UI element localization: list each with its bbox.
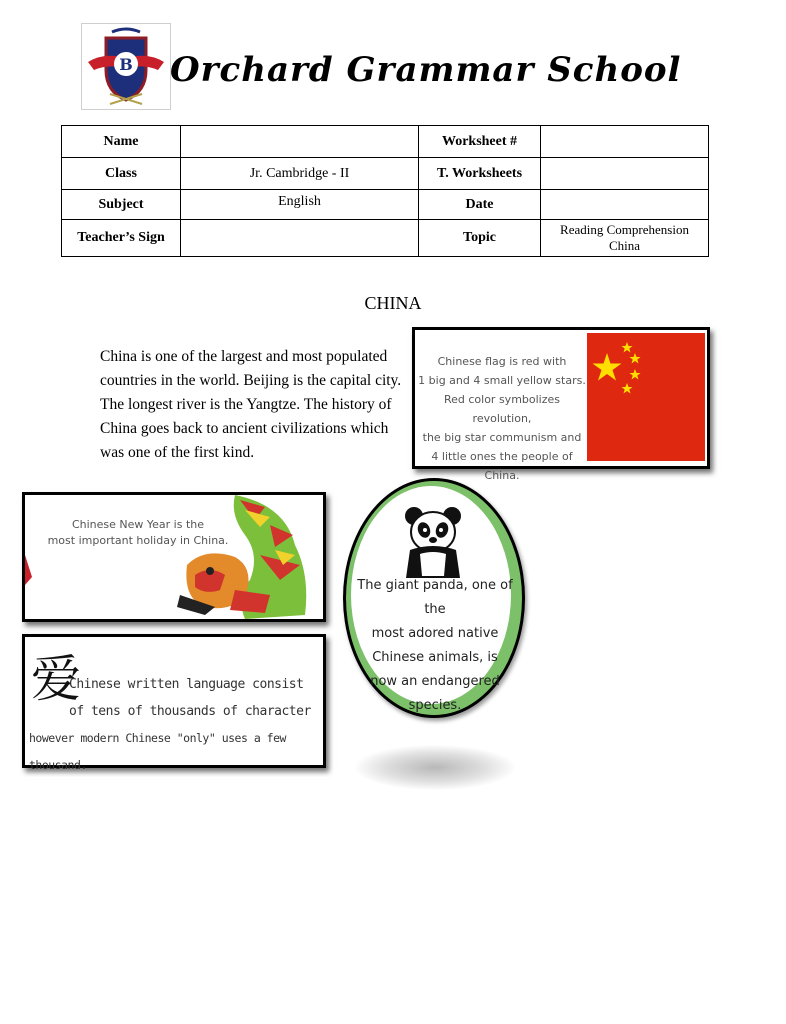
dragon-icon	[175, 495, 325, 619]
flag-card-text	[417, 352, 587, 485]
panda-text-line: Chinese animals, is	[372, 650, 498, 665]
school-crest-icon	[82, 24, 170, 109]
teacher-sign-field[interactable]	[181, 220, 419, 257]
topic-value	[541, 220, 709, 257]
name-field[interactable]	[181, 126, 419, 158]
topic-value-line1: Reading Comprehension	[560, 222, 689, 237]
flag-text-line: 4 little ones the people of China.	[431, 450, 573, 482]
panda-card-text	[347, 574, 523, 718]
language-text-line: however modern Chinese "only" uses a few thousand.	[29, 731, 286, 772]
panda-card	[343, 478, 525, 718]
worksheet-number-field[interactable]	[541, 126, 709, 158]
flag-text-line: Chinese flag is red with	[437, 355, 567, 368]
decorative-shadow	[355, 745, 515, 790]
flag-text-line: 1 big and 4 small yellow stars.	[418, 374, 586, 387]
panda-text-line: most adored native	[371, 626, 499, 641]
new-year-card	[22, 492, 326, 622]
topic-value-line2: China	[608, 238, 641, 253]
panda-text-line: The giant panda, one of the	[357, 578, 513, 617]
written-language-card	[22, 634, 326, 772]
panda-text-line: now an endangered	[370, 674, 500, 689]
worksheet-number-label: Worksheet #	[419, 126, 541, 158]
date-label: Date	[419, 190, 541, 220]
flag-text-line: the big star communism and	[422, 431, 582, 444]
t-worksheets-field[interactable]	[541, 158, 709, 190]
new-year-text-line: Chinese New Year is the	[71, 518, 205, 531]
svg-text:B: B	[119, 55, 133, 74]
language-card-text	[29, 671, 323, 779]
china-flag-icon	[587, 333, 705, 461]
worksheet-info-table	[61, 125, 709, 257]
school-name: Orchard Grammar School	[170, 50, 682, 90]
teacher-sign-label: Teacher’s Sign	[62, 220, 181, 257]
date-field[interactable]	[541, 190, 709, 220]
red-lantern-icon	[25, 555, 33, 585]
t-worksheets-label: T. Worksheets	[419, 158, 541, 190]
subject-value: English	[181, 190, 419, 220]
page-title: CHINA	[364, 293, 422, 313]
subject-label: Subject	[62, 190, 181, 220]
panda-text-line: species.	[408, 698, 462, 713]
name-label: Name	[62, 126, 181, 158]
flag-info-card	[412, 327, 710, 482]
language-text-line: Chinese written language consist	[69, 677, 304, 692]
class-value: Jr. Cambridge - II	[181, 158, 419, 190]
chinese-character: 爱	[31, 650, 81, 708]
intro-paragraph: China is one of the largest and most populated countries in the world. Beijing is the capital city. The longest river is the Yangtze. The history of China goes back to ancient civilizations which was one of the first kind.	[100, 348, 402, 461]
panda-icon	[398, 506, 468, 581]
class-label: Class	[62, 158, 181, 190]
flag-text-line: Red color symbolizes revolution,	[443, 393, 561, 425]
language-text-line: of tens of thousands of character	[69, 704, 311, 719]
new-year-text-line: most important holiday in China.	[47, 534, 229, 547]
school-logo	[81, 23, 171, 110]
topic-label: Topic	[419, 220, 541, 257]
